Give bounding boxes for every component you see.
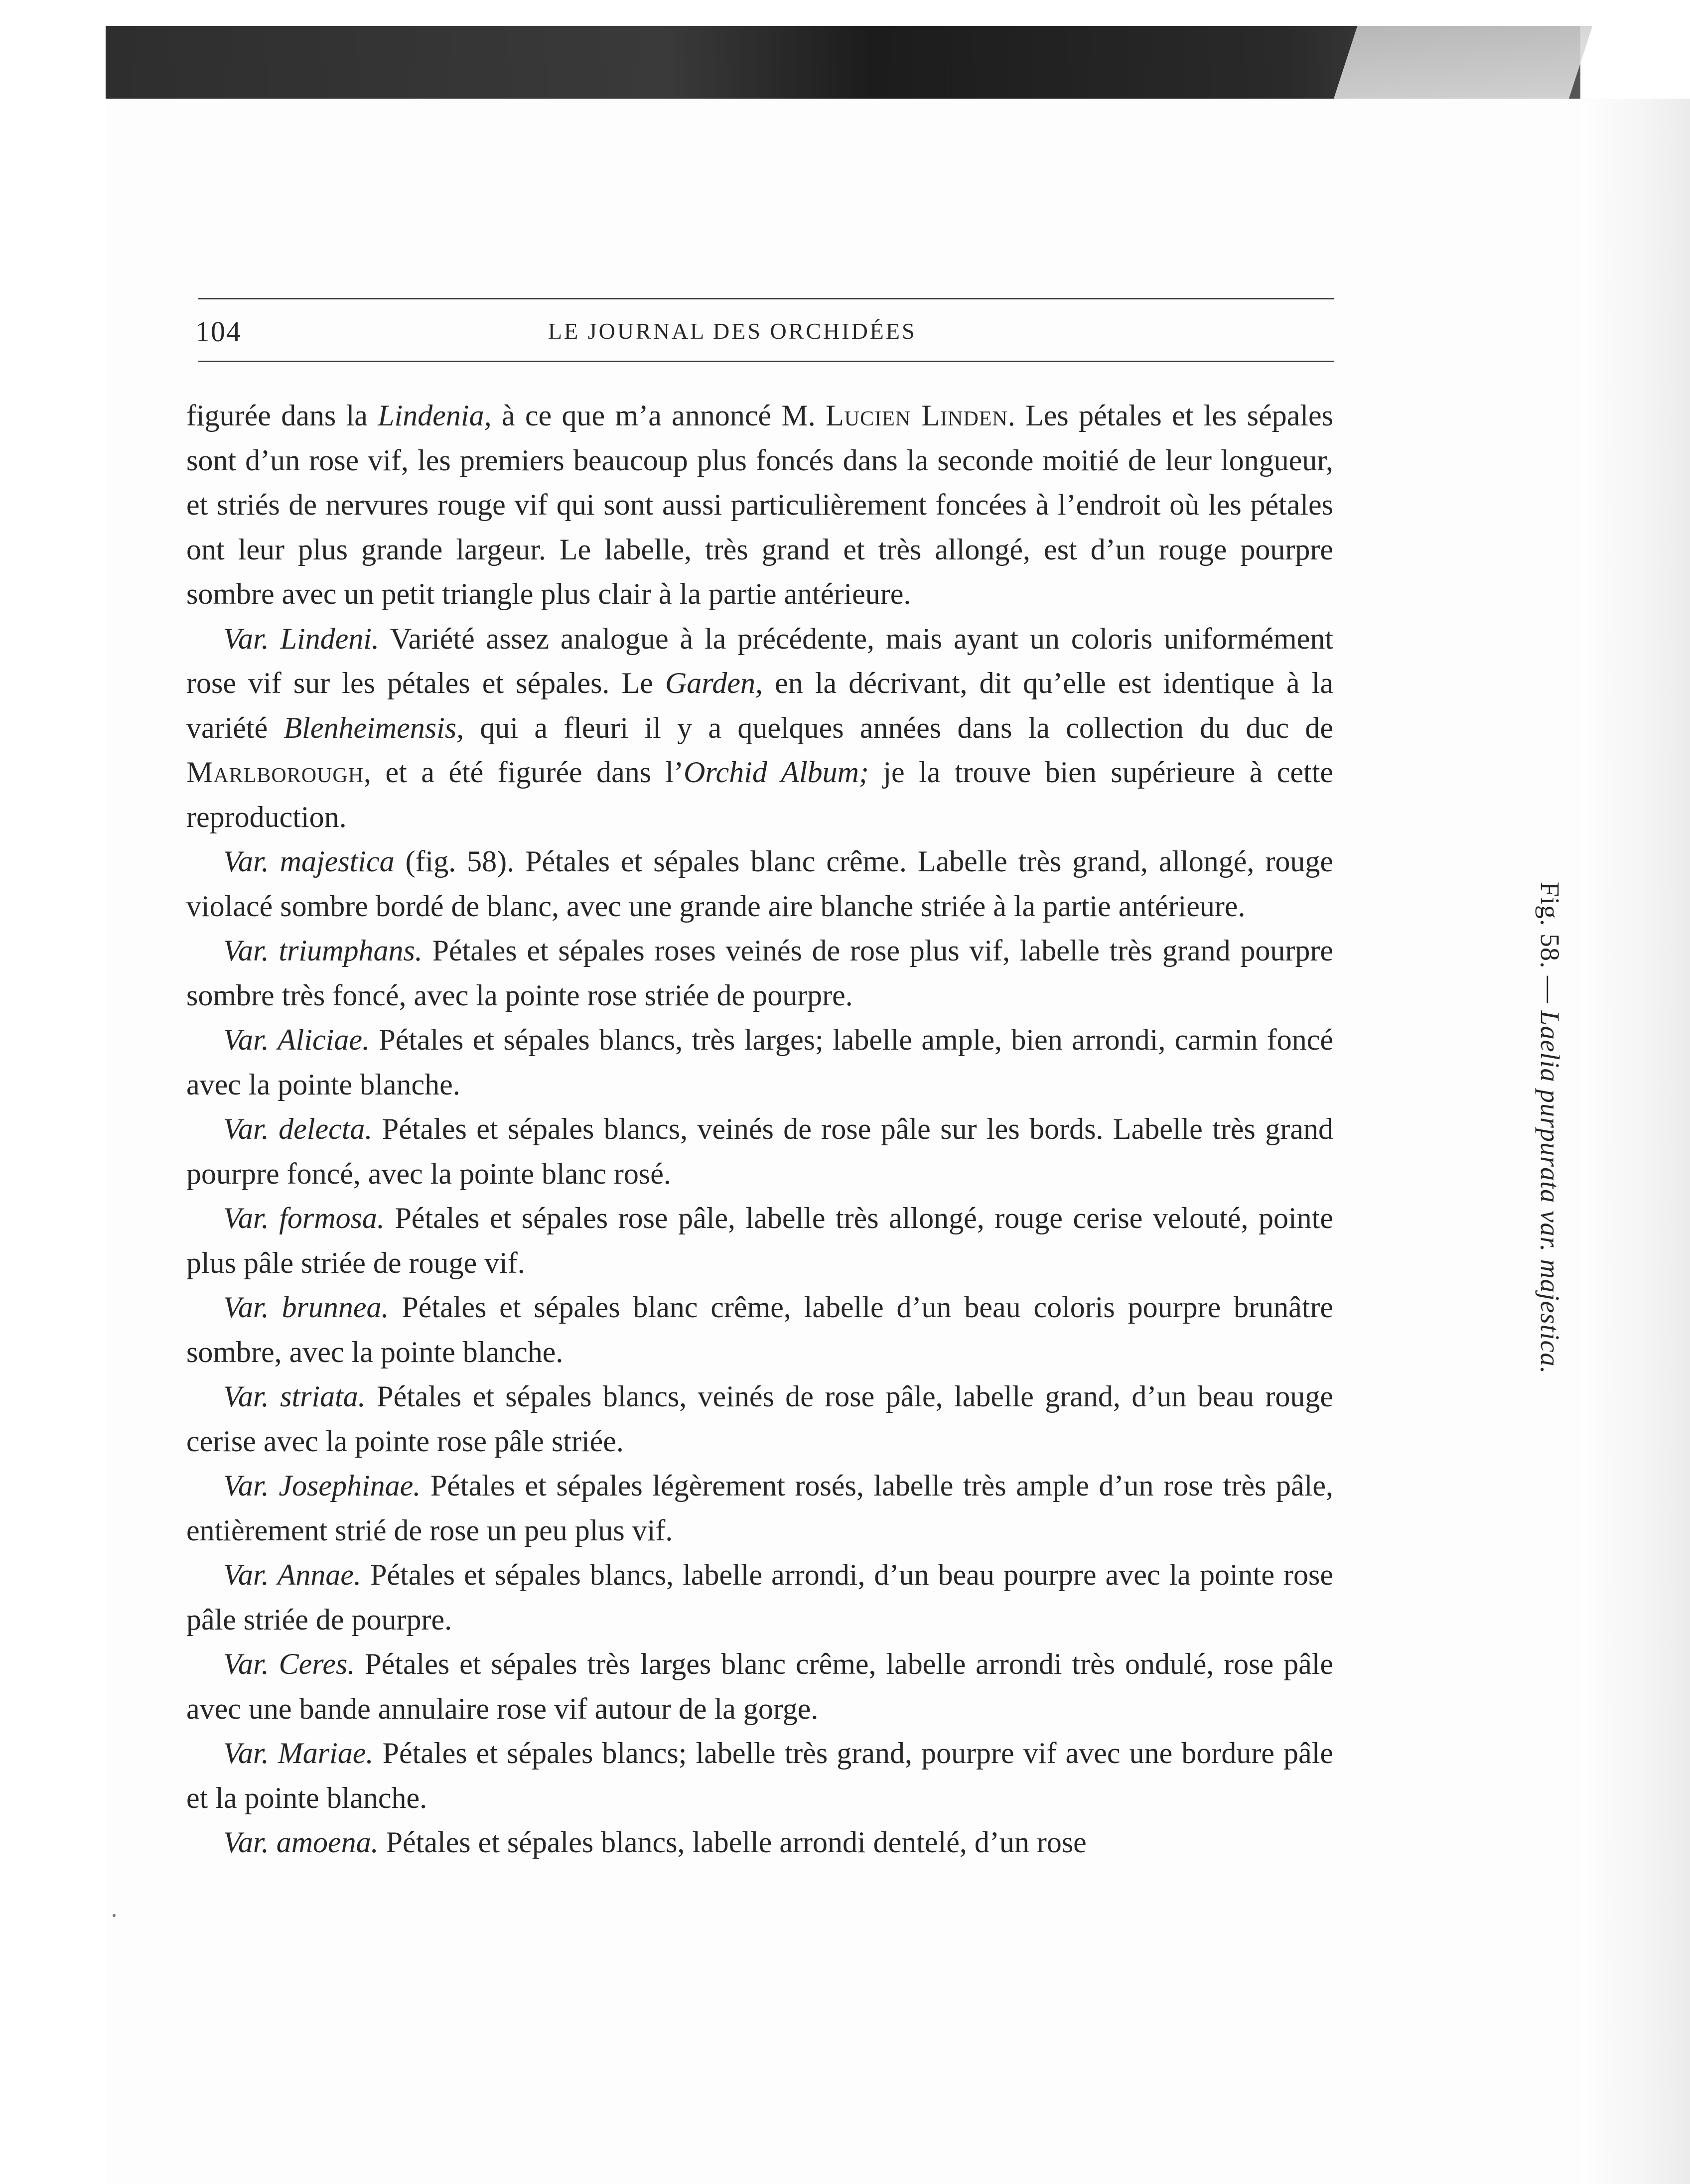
running-head: LE JOURNAL DES ORCHIDÉES (548, 318, 917, 344)
text-run: Blenheimensis, (283, 711, 464, 744)
text-run: Var. brunnea. (223, 1291, 389, 1324)
text-run: , et a été figurée dans l’ (364, 756, 684, 789)
text-run: en la décrivant, dit qu’elle est identique à la variété (186, 667, 1333, 744)
text-run: (fig. 58). Pétales et sépales blanc crême. Labelle très grand, allongé, rouge violacé sombre bordé de blanc, avec une grande aire blanche striée à la partie antérieure. (186, 845, 1333, 923)
text-run: Var. Annae. (223, 1558, 361, 1591)
text-run: Var. striata. (223, 1380, 366, 1413)
text-run: Var. majestica (223, 845, 395, 878)
text-run: Var. Mariae. (223, 1737, 374, 1770)
body-text (186, 394, 1333, 1865)
paragraph (186, 1642, 1333, 1731)
text-run: Pétales et sépales blanc crême, labelle d’un beau coloris pourpre brunâtre sombre, avec la pointe blanche. (186, 1291, 1333, 1368)
paragraph (186, 1374, 1333, 1464)
text-run: qui a fleuri il y a quelques années dans la collection du duc de (464, 711, 1334, 744)
header-rule-bottom (198, 361, 1334, 362)
text-run: Var. formosa. (223, 1202, 385, 1234)
text-run: Var. Lindeni. (223, 622, 379, 655)
text-run: figurée dans la (186, 399, 378, 432)
text-run: Var. triumphans. (223, 934, 422, 967)
text-run: . Les pétales et les sépales sont d’un rose vif, les premiers beaucoup plus foncés dans la seconde moitié de leur longueur, et striés de nervures rouge vif qui sont aussi particulièrement foncées à l’endroit où les pétales ont leur plus grande largeur. Le labelle, très grand et très allongé, est d’un rouge pourpre sombre avec un petit triangle plus clair à la partie antérieure. (186, 399, 1333, 610)
text-run: Pétales et sépales blancs, très larges; labelle ample, bien arrondi, carmin foncé avec la pointe blanche. (186, 1023, 1333, 1101)
paragraph (186, 839, 1333, 929)
text-run: Pétales et sépales rose pâle, labelle très allongé, rouge cerise velouté, pointe plus pâle striée de rouge vif. (186, 1202, 1333, 1279)
paragraph (186, 1285, 1333, 1374)
figure-caption-label: Fig. 58. — (1535, 882, 1565, 1011)
paragraph (186, 1196, 1333, 1285)
text-run: Pétales et sépales blancs, veinés de rose pâle sur les bords. Labelle très grand pourpre foncé, avec la pointe blanc rosé. (186, 1112, 1333, 1190)
figure-caption (1535, 882, 1565, 1374)
paragraph (186, 1018, 1333, 1107)
text-run: à ce que m’a annoncé M. (491, 399, 826, 432)
text-run: Variété assez analogue à la précédente, mais ayant un coloris uniformément rose vif sur les pétales et sépales. Le (186, 622, 1334, 699)
paragraph (186, 1820, 1333, 1865)
text-run: Var. amoena. (223, 1826, 379, 1859)
text-run: Var. Aliciae. (223, 1023, 370, 1056)
text-run: Orchid Album; (684, 756, 869, 789)
paragraph (186, 929, 1333, 1018)
text-run: Var. Josephinae. (223, 1469, 421, 1502)
figure-caption-text: Laelia purpurata var. majestica. (1535, 1010, 1565, 1374)
page-number: 104 (195, 315, 242, 348)
paragraph (186, 1464, 1333, 1553)
paragraph (186, 1107, 1333, 1196)
text-run: Pétales et sépales blancs; labelle très grand, pourpre vif avec une bordure pâle et la pointe blanche. (186, 1737, 1333, 1814)
scan-page-edge (1333, 26, 1593, 101)
text-run: Pétales et sépales blancs, veinés de rose pâle, labelle grand, d’un beau rouge cerise avec la pointe rose pâle striée. (186, 1380, 1333, 1458)
paragraph (186, 1731, 1333, 1820)
text-run: Var. Ceres. (223, 1647, 355, 1680)
text-run: Pétales et sépales roses veinés de rose plus vif, labelle très grand pourpre sombre très foncé, avec la pointe rose striée de pourpre. (186, 934, 1333, 1012)
paragraph (186, 617, 1333, 840)
paragraph (186, 1553, 1333, 1642)
text-run: Garden, (665, 667, 763, 699)
scan-speck (113, 1914, 116, 1917)
paragraph (186, 394, 1333, 617)
text-run: Var. delecta. (223, 1112, 373, 1145)
text-run: Pétales et sépales légèrement rosés, labelle très ample d’un rose très pâle, entièrement strié de rose un peu plus vif. (186, 1469, 1333, 1547)
header-rule-top (198, 298, 1334, 299)
text-run: je la trouve bien supérieure à cette reproduction. (186, 756, 1334, 833)
text-run: Pétales et sépales blancs, labelle arrondi dentelé, d’un rose (378, 1826, 1087, 1859)
text-run: Lucien Linden (826, 399, 1008, 432)
text-run: Marlborough (186, 756, 364, 789)
text-run: Pétales et sépales blancs, labelle arrondi, d’un beau pourpre avec la pointe rose pâle striée de pourpre. (186, 1558, 1333, 1636)
text-run: Pétales et sépales très larges blanc crême, labelle arrondi très ondulé, rose pâle avec une bande annulaire rose vif autour de la gorge. (186, 1647, 1333, 1725)
page-gutter-shadow (1570, 99, 1690, 2184)
text-run: Lindenia, (378, 399, 492, 432)
